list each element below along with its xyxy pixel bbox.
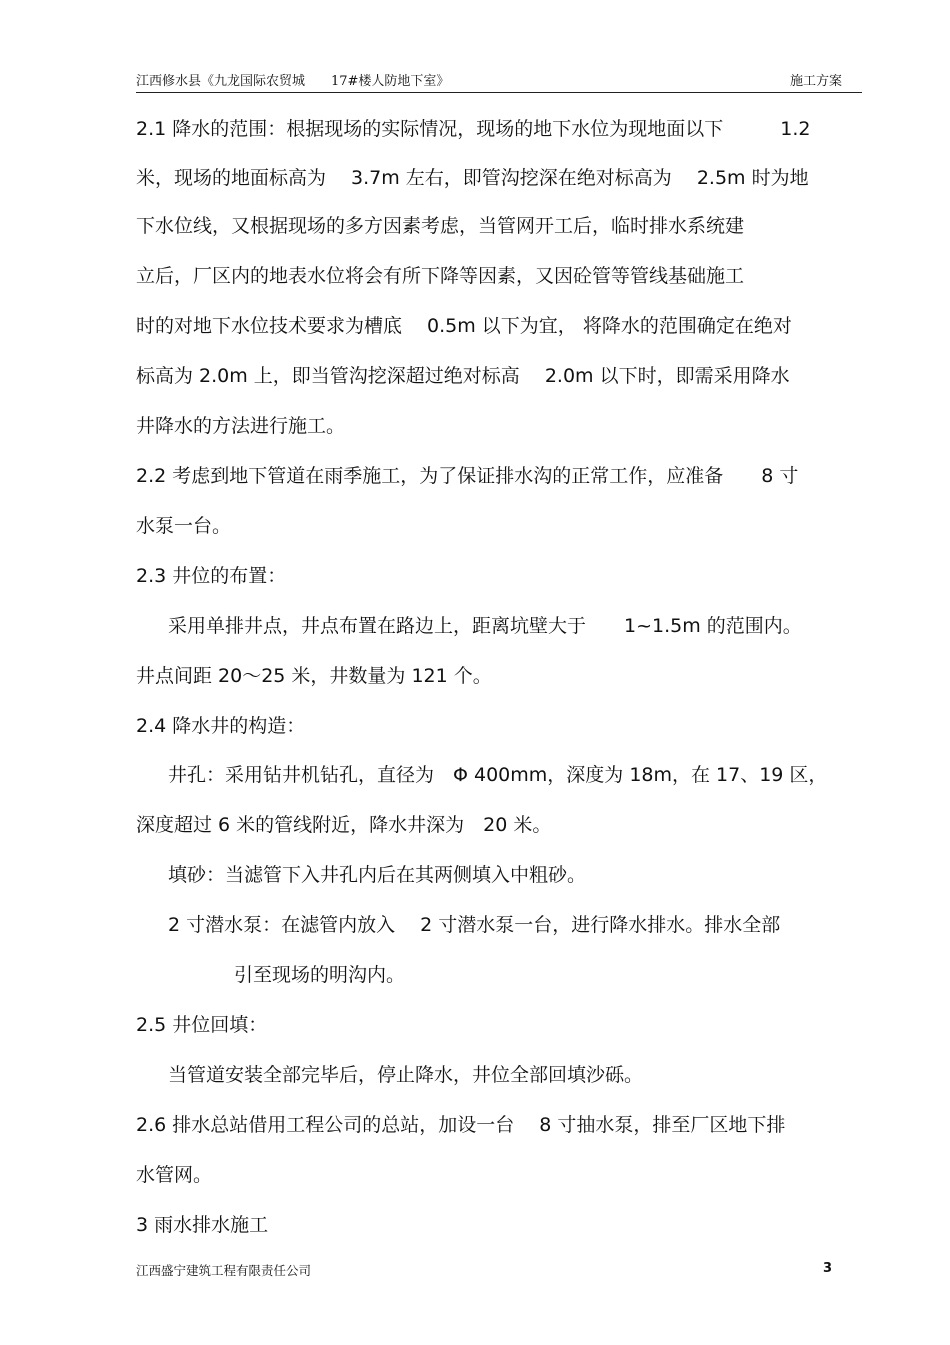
body-line-2-1-e: 时的对地下水位技术要求为槽底 0.5m 以下为宜， 将降水的范围确定在绝对 bbox=[136, 315, 792, 337]
body-line-2-5-a: 当管道安装全部完毕后，停止降水，井位全部回填沙砾。 bbox=[168, 1064, 644, 1086]
body-line-2-1-c: 下水位线，又根据现场的多方因素考虑，当管网开工后，临时排水系统建 bbox=[136, 215, 745, 237]
section-heading-2-4: 2.4 降水井的构造： bbox=[136, 715, 306, 737]
body-line-2-1-g: 井降水的方法进行施工。 bbox=[136, 415, 346, 437]
body-line-2-4-d: 2 寸潜水泵：在滤管内放入 2 寸潜水泵一台，进行降水排水。排水全部 bbox=[168, 914, 781, 936]
body-line-2-1-a: 2.1 降水的范围：根据现场的实际情况，现场的地下水位为现地面以下 1.2 bbox=[136, 118, 811, 140]
body-line-2-2-b: 水泵一台。 bbox=[136, 515, 232, 537]
section-heading-3: 3 雨水排水施工 bbox=[136, 1214, 269, 1236]
body-line-2-4-e: 引至现场的明沟内。 bbox=[234, 964, 406, 986]
footer-company-name: 江西盛宁建筑工程有限责任公司 bbox=[136, 1263, 312, 1278]
footer-page-number: 3 bbox=[823, 1261, 833, 1276]
page-header bbox=[136, 64, 862, 93]
section-heading-2-3: 2.3 井位的布置： bbox=[136, 565, 287, 587]
body-line-2-4-b: 深度超过 6 米的管线附近，降水井深为 20 米。 bbox=[136, 814, 552, 836]
body-line-2-1-b: 米，现场的地面标高为 3.7m 左右，即管沟挖深在绝对标高为 2.5m 时为地 bbox=[136, 167, 809, 189]
body-line-2-6-a: 2.6 排水总站借用工程公司的总站，加设一台 8 寸抽水泵，排至厂区地下排 bbox=[136, 1114, 786, 1136]
body-line-2-4-a: 井孔：采用钻井机钻孔，直径为 Φ 400mm，深度为 18m，在 17、19 区， bbox=[168, 764, 828, 786]
section-heading-2-5: 2.5 井位回填： bbox=[136, 1014, 268, 1036]
body-line-2-4-c: 填砂：当滤管下入井孔内后在其两侧填入中粗砂。 bbox=[168, 864, 587, 886]
body-line-2-2-a: 2.2 考虑到地下管道在雨季施工，为了保证排水沟的正常工作，应准备 8 寸 bbox=[136, 465, 799, 487]
header-document-type: 施工方案 bbox=[789, 74, 842, 89]
body-line-2-1-f: 标高为 2.0m 上，即当管沟挖深超过绝对标高 2.0m 以下时，即需采用降水 bbox=[136, 365, 790, 387]
body-line-2-6-b: 水管网。 bbox=[136, 1164, 213, 1186]
body-line-2-1-d: 立后，厂区内的地表水位将会有所下降等因素，又因砼管等管线基础施工 bbox=[136, 265, 745, 287]
header-project-title: 江西修水县《九龙国际农贸城 17#楼人防地下室》 bbox=[136, 74, 450, 89]
body-line-2-3-a: 采用单排井点，井点布置在路边上，距离坑壁大于 1~1.5m 的范围内。 bbox=[168, 615, 802, 637]
body-line-2-3-b: 井点间距 20～25 米，井数量为 121 个。 bbox=[136, 665, 492, 687]
